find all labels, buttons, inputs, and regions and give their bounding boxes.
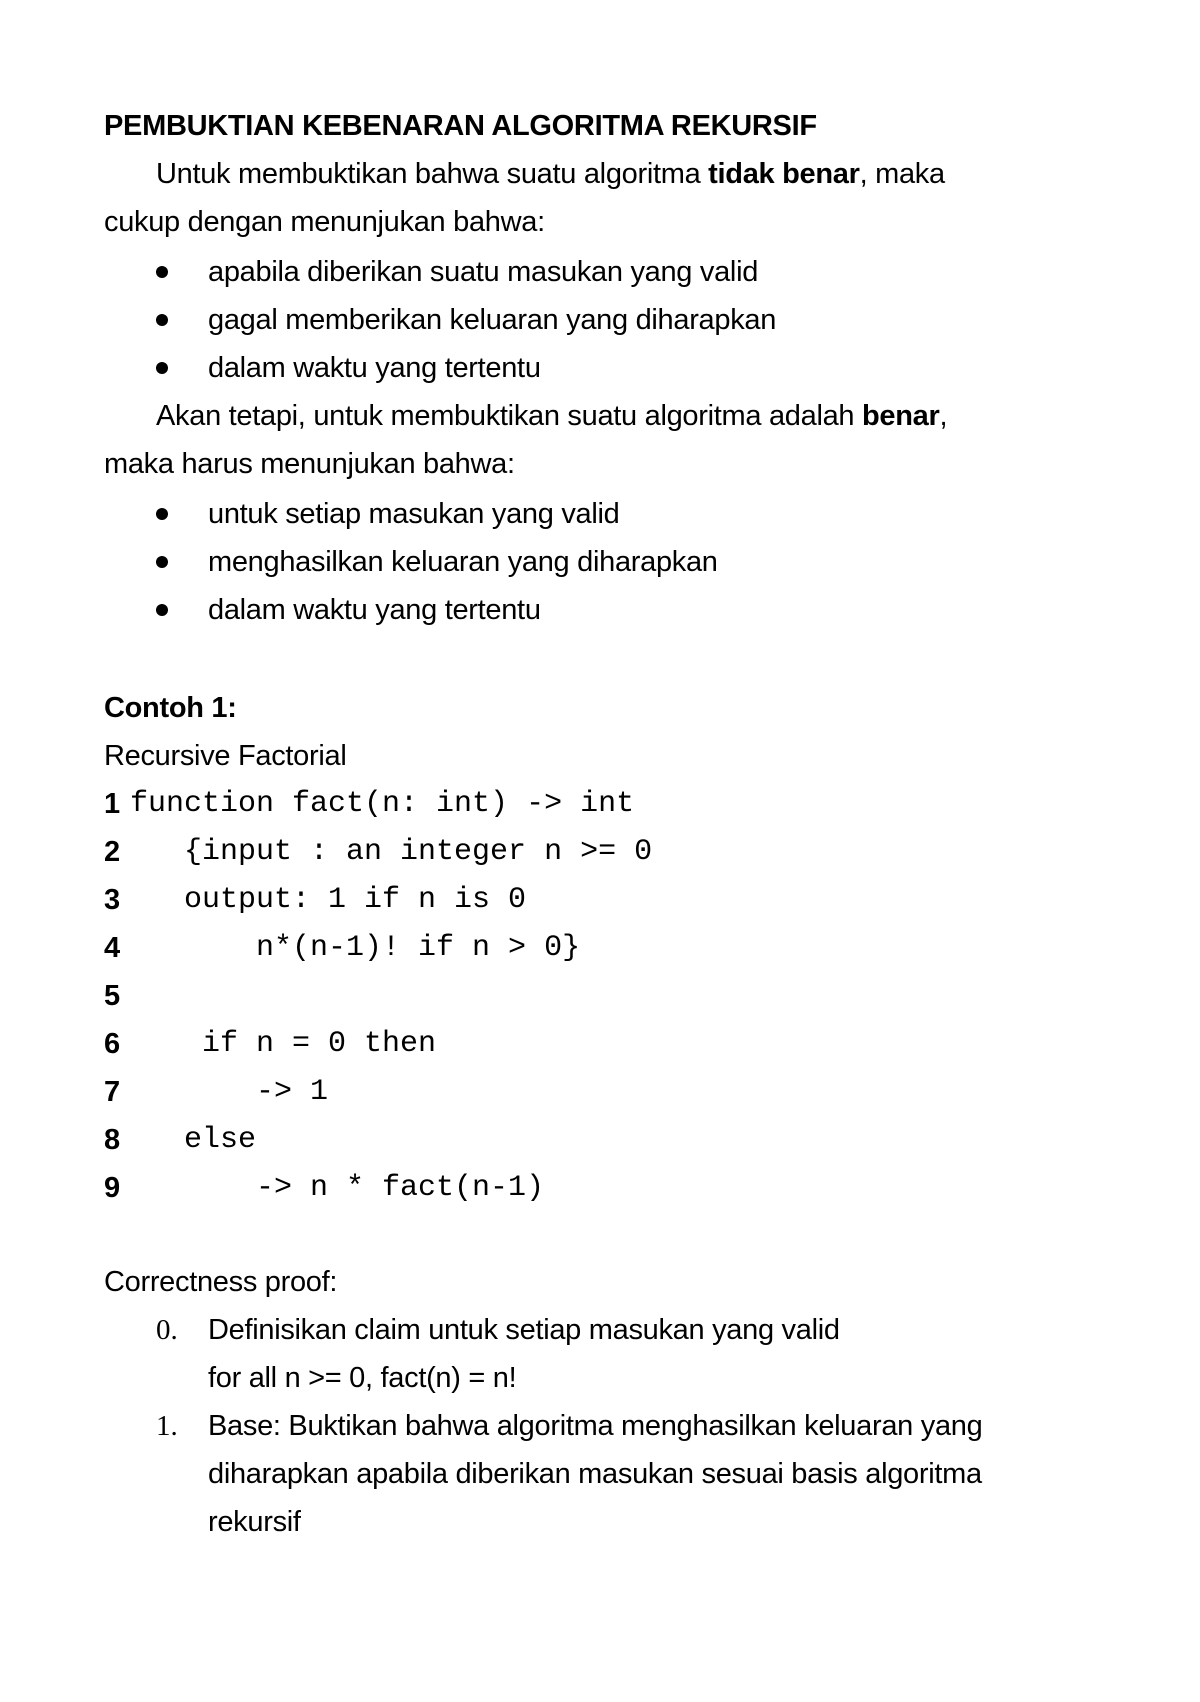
bullet-2-1: untuk setiap masukan yang valid bbox=[208, 498, 620, 530]
bullet-dot-icon bbox=[156, 314, 168, 326]
bullet-dot-icon bbox=[156, 266, 168, 278]
code-line-number: 5 bbox=[104, 980, 121, 1012]
bullet-2-2: menghasilkan keluaran yang diharapkan bbox=[208, 546, 718, 578]
code-line bbox=[104, 880, 1004, 920]
proof-item-1-line-1: Base: Buktikan bahwa algoritma menghasilkan keluaran yang bbox=[208, 1410, 983, 1442]
code-line-text: {input : an integer n >= 0 bbox=[130, 835, 653, 869]
example-heading: Contoh 1: bbox=[104, 692, 237, 724]
proof-item-0-line-2: for all n >= 0, fact(n) = n! bbox=[208, 1362, 517, 1394]
bullet-2-3: dalam waktu yang tertentu bbox=[208, 594, 541, 626]
paragraph-2-text-post: , bbox=[939, 400, 948, 432]
code-line-text: else bbox=[130, 1123, 257, 1157]
code-line bbox=[104, 832, 1004, 872]
bullet-dot-icon bbox=[156, 508, 168, 520]
bullet-dot-icon bbox=[156, 556, 168, 568]
code-line-number: 8 bbox=[104, 1124, 121, 1156]
code-line bbox=[104, 1120, 1004, 1160]
code-line-text: -> 1 bbox=[130, 1075, 329, 1109]
code-line-text: if n = 0 then bbox=[130, 1027, 437, 1061]
example-subtitle: Recursive Factorial bbox=[104, 740, 347, 772]
proof-item-1-line-3: rekursif bbox=[208, 1506, 301, 1538]
code-line bbox=[104, 928, 1004, 968]
code-line-number: 7 bbox=[104, 1076, 121, 1108]
code-line bbox=[104, 784, 1004, 824]
code-line bbox=[104, 1072, 1004, 1112]
code-line-text: function fact(n: int) -> int bbox=[130, 787, 635, 821]
code-line-number: 4 bbox=[104, 932, 121, 964]
code-line-number: 3 bbox=[104, 884, 121, 916]
proof-item-1-line-2: diharapkan apabila diberikan masukan sesuai basis algoritma bbox=[208, 1458, 982, 1490]
code-line bbox=[104, 976, 1004, 1016]
paragraph-2-line-1 bbox=[156, 398, 947, 434]
paragraph-2-line-2: maka harus menunjukan bahwa: bbox=[104, 448, 515, 480]
bullet-1-3: dalam waktu yang tertentu bbox=[208, 352, 541, 384]
bullet-1-1: apabila diberikan suatu masukan yang valid bbox=[208, 256, 759, 288]
code-line-number: 9 bbox=[104, 1172, 121, 1204]
document-title: PEMBUKTIAN KEBENARAN ALGORITMA REKURSIF bbox=[104, 110, 817, 142]
code-line bbox=[104, 1024, 1004, 1064]
paragraph-1-text-bold: tidak benar bbox=[708, 158, 860, 190]
bullet-dot-icon bbox=[156, 362, 168, 374]
code-line-number: 1 bbox=[104, 788, 121, 820]
bullet-dot-icon bbox=[156, 604, 168, 616]
code-line bbox=[104, 1168, 1004, 1208]
proof-heading: Correctness proof: bbox=[104, 1266, 338, 1298]
paragraph-1-text-post: , maka bbox=[859, 158, 945, 190]
paragraph-2-text-bold: benar bbox=[862, 400, 940, 432]
proof-item-label: 1. bbox=[156, 1410, 178, 1442]
code-line-text: output: 1 if n is 0 bbox=[130, 883, 527, 917]
paragraph-1-line-2: cukup dengan menunjukan bahwa: bbox=[104, 206, 545, 238]
proof-item-label: 0. bbox=[156, 1314, 178, 1346]
paragraph-1-text-pre: Untuk membuktikan bahwa suatu algoritma bbox=[156, 158, 709, 190]
code-line-text: n*(n-1)! if n > 0} bbox=[130, 931, 581, 965]
paragraph-1-line-1 bbox=[156, 156, 945, 192]
code-line-number: 6 bbox=[104, 1028, 121, 1060]
bullet-1-2: gagal memberikan keluaran yang diharapkan bbox=[208, 304, 777, 336]
paragraph-2-text-pre: Akan tetapi, untuk membuktikan suatu algoritma adalah bbox=[156, 400, 862, 432]
code-line-number: 2 bbox=[104, 836, 121, 868]
proof-item-0-line-1: Definisikan claim untuk setiap masukan yang valid bbox=[208, 1314, 840, 1346]
code-line-text: -> n * fact(n-1) bbox=[130, 1171, 545, 1205]
